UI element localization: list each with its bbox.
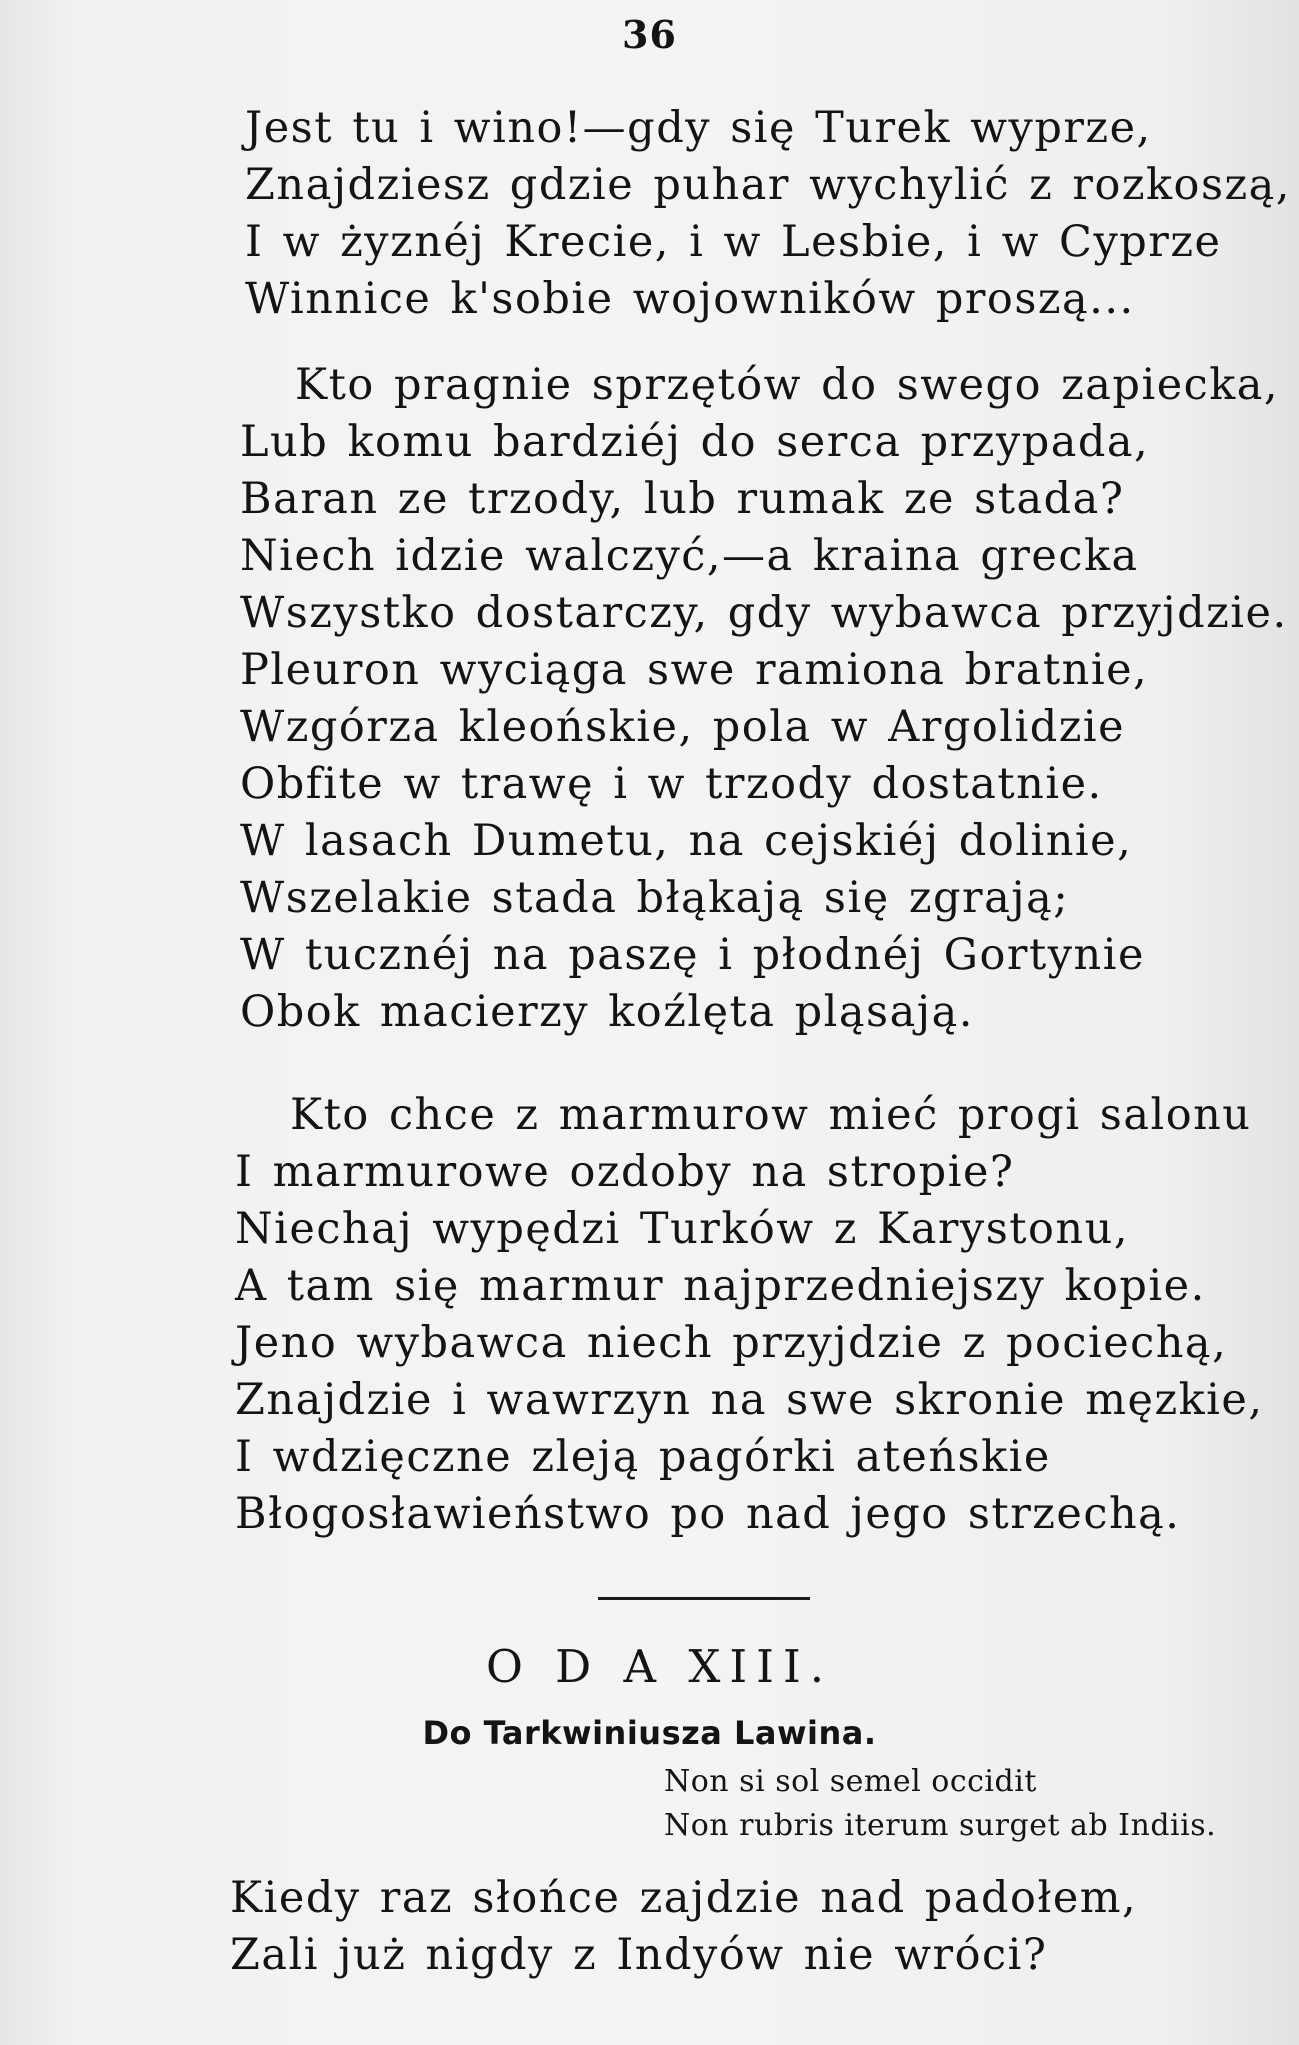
- epigraph-line: Non rubris iterum surget ab Indiis.: [664, 1808, 1217, 1843]
- verse-line: Jeno wybawca niech przyjdzie z pociechą,: [235, 1318, 1228, 1368]
- ode-dedication: Do Tarkwiniusza Lawina.: [422, 1714, 877, 1752]
- verse-line: Wzgórza kleońskie, pola w Argolidzie: [240, 702, 1126, 752]
- verse-line: Obfite w trawę i w trzody dostatnie.: [240, 759, 1103, 809]
- verse-line: Wszystko dostarczy, gdy wybawca przyjdzie.: [240, 588, 1288, 638]
- epigraph-line: Non si sol semel occidit: [664, 1764, 1037, 1799]
- verse-line: Błogosławieństwo po nad jego strzechą.: [235, 1489, 1181, 1539]
- verse-line: Niech idzie walczyć,—a kraina grecka: [240, 531, 1139, 581]
- verse-line: Niechaj wypędzi Turków z Karystonu,: [235, 1204, 1129, 1254]
- verse-line: Baran ze trzody, lub rumak ze stada?: [240, 474, 1125, 524]
- ode-opening-stanza: [230, 1870, 1137, 1984]
- verse-line: Kto pragnie sprzętów do swego zapiecka,: [295, 360, 1280, 410]
- section-divider: [598, 1597, 810, 1600]
- verse-line: I w żyznéj Krecie, i w Lesbie, i w Cyprze: [245, 217, 1222, 267]
- verse-line: Znajdzie i wawrzyn na swe skronie męzkie,: [235, 1375, 1264, 1425]
- stanza-2: [240, 357, 1288, 1041]
- verse-line: Kiedy raz słońce zajdzie nad padołem,: [230, 1873, 1138, 1923]
- verse-line: I wdzięczne zleją pagórki ateńskie: [235, 1432, 1051, 1482]
- stanza-1: [245, 100, 1291, 328]
- verse-line: Lub komu bardziéj do serca przypada,: [240, 417, 1150, 467]
- verse-line: Pleuron wyciąga swe ramiona bratnie,: [240, 645, 1149, 695]
- epigraph: [664, 1760, 1216, 1848]
- verse-line: Obok macierzy koźlęta pląsają.: [240, 987, 974, 1037]
- ode-title: O D A XIII.: [485, 1640, 834, 1693]
- verse-line: Zali już nigdy z Indyów nie wróci?: [230, 1930, 1048, 1980]
- verse-line: Znajdziesz gdzie puhar wychylić z rozkoszą,: [245, 160, 1291, 210]
- verse-line: Jest tu i wino!—gdy się Turek wyprze,: [245, 103, 1152, 153]
- verse-line: Winnice k'sobie wojowników proszą...: [245, 274, 1135, 324]
- verse-line: W lasach Dumetu, na cejskiéj dolinie,: [240, 816, 1133, 866]
- verse-line: I marmurowe ozdoby na stropie?: [235, 1147, 1015, 1197]
- page-number: 36: [622, 12, 677, 57]
- verse-line: Kto chce z marmurow mieć progi salonu: [290, 1090, 1252, 1140]
- stanza-3: [235, 1087, 1264, 1543]
- verse-line: Wszelakie stada błąkają się zgrają;: [240, 873, 1070, 923]
- verse-line: A tam się marmur najprzedniejszy kopie.: [235, 1261, 1206, 1311]
- verse-line: W tucznéj na paszę i płodnéj Gortynie: [240, 930, 1145, 980]
